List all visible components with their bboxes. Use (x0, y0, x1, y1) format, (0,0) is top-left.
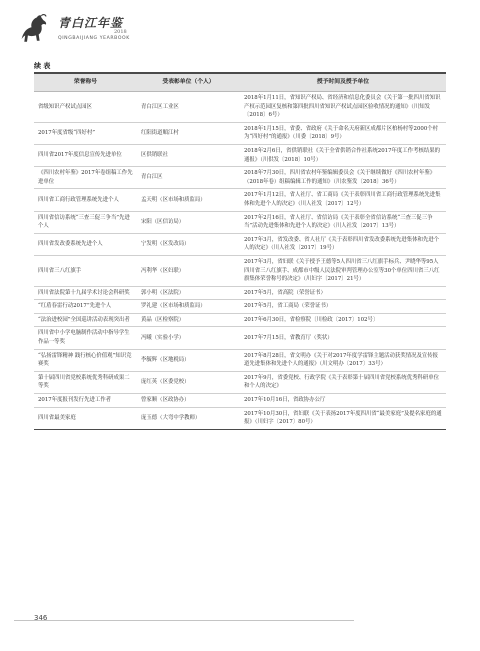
honor-title: 第十届四川省党校系统优秀科研成果二等奖 (34, 371, 137, 393)
table-row (34, 211, 446, 233)
date-grantor: 2017年3月，省发改委、省人社厅《关于表彰四川省发改委系统先进集体和先进个人的决定》（川人社发〔2017〕19号） (240, 233, 446, 255)
honor-title: 四川省2017年度信息宣传先进单位 (34, 144, 137, 166)
date-grantor: 2017年8月28日，省文明办《关于对2017年度学雷锋主题活动获奖情况及宣传报道先进集体和先进个人的通报》（川文明办〔2017〕33号） (240, 349, 446, 371)
yearbook-year: 2018 (114, 29, 127, 35)
recipient: 孟天明（区市场和质监局） (137, 189, 240, 211)
recipient: 黄晶（区检察院） (137, 313, 240, 327)
honor-title: 2017年度报刊发行先进工作者 (34, 394, 137, 408)
honor-title: 四川省工商行政管理系统先进个人 (34, 189, 137, 211)
yearbook-header (18, 8, 168, 52)
honor-title: 《四川农村年鉴》2017年卷组稿工作先进单位 (34, 167, 137, 189)
honor-title: 四川省最美家庭 (34, 407, 137, 429)
date-grantor: 2018年7月30日，四川省农村年鉴编辑委员会《关于继续做好《四川农村年鉴》（2018年卷）组稿编辑工作的通知》（川农鉴发〔2018〕36号） (240, 167, 446, 189)
recipient: 区供销联社 (137, 144, 240, 166)
recipient: 宁发明（区发改局） (137, 233, 240, 255)
footer-rule (14, 620, 354, 621)
column-header-recipient: 受表彰单位（个人） (137, 74, 240, 92)
date-grantor: 2017年7月15日，省教育厅（奖状） (240, 327, 446, 349)
date-grantor: 2017年3月，省妇联《关于授予王德等5人四川省三八红旗手标兵、尹晓华等95人四川省三八红旗手、成都市中级人民法院审判管理办公室等30个单位四川省三八红旗集体荣誉称号的决定》（川妇字〔2017〕21号） (240, 255, 446, 286)
column-header-honor: 荣誉称号 (34, 74, 137, 92)
table-row (34, 255, 446, 286)
honor-title: 2017年度省级“四好村” (34, 122, 137, 144)
page-number: 346 (34, 614, 48, 622)
column-header-date-grantor: 授予时间及授予单位 (240, 74, 446, 92)
date-grantor: 2017年5月，省工商局（荣誉证书） (240, 300, 446, 314)
recipient: 郭小明（区法院） (137, 286, 240, 300)
table-row (34, 394, 446, 408)
date-grantor: 2017年5月，省高院（荣誉证书） (240, 286, 446, 300)
recipient: 冯曦（实验小学） (137, 327, 240, 349)
recipient: 冯利华（区妇联） (137, 255, 240, 286)
recipient: 曾家顺（区政协办） (137, 394, 240, 408)
date-grantor: 2018年2月6日，省供销联社《关于全省供销合作社系统2017年度工作考核结果的通报》（川供发〔2018〕10号） (240, 144, 446, 166)
table-row (34, 167, 446, 189)
honor-title: 四川省法院第十九届学术讨论会科研奖 (34, 286, 137, 300)
honor-title: “法治进校园”全国巡讲活动表现突出者 (34, 313, 137, 327)
date-grantor: 2017年10月16日，省政协办公厅 (240, 394, 446, 408)
honors-table (34, 74, 446, 430)
honor-title: 省级知识产权试点园区 (34, 92, 137, 123)
date-grantor: 2018年1月15日，省委、省政府《关于命名天府新区成都片区柏杨村等2000个村为“四好村”的通报》（川委〔2018〕9号） (240, 122, 446, 144)
yearbook-title: 青白江年鉴 (58, 16, 124, 30)
table-row (34, 122, 446, 144)
table-row (34, 286, 446, 300)
horse-logo-icon (18, 12, 54, 48)
date-grantor: 2017年2月16日，省人社厅、省信访局《关于表彰全省信访系统“三查三促三争当”活动先进集体和先进个人的决定》（川人社发〔2017〕13号） (240, 211, 446, 233)
table-row (34, 407, 446, 429)
recipient: 青白江区工业区 (137, 92, 240, 123)
recipient: 宋阳（区信访局） (137, 211, 240, 233)
table-row (34, 349, 446, 371)
recipient: 青白江区 (137, 167, 240, 189)
date-grantor: 2017年10月30日，省妇联《关于表扬2017年度四川省“最美家庭”及提名家庭的通报》（川妇字〔2017〕80号） (240, 407, 446, 429)
honor-title: 四川省中小学电脑制作活动中指导学生作品一等奖 (34, 327, 137, 349)
date-grantor: 2018年1月11日，省知识产权局、省经济和信息化委员会《关于第一批四川省知识产权示范园区复核和第四批四川省知识产权试点园区验收情况的通知》（川知发〔2018〕6号） (240, 92, 446, 123)
table-row (34, 300, 446, 314)
table-row (34, 313, 446, 327)
honor-title: 四川省三八红旗手 (34, 255, 137, 286)
recipient: 庞玉德（大弯中学教师） (137, 407, 240, 429)
date-grantor: 2017年6月30日，省检察院〔川检政〔2017〕102号〕 (240, 313, 446, 327)
date-grantor: 2017年9月，省委党校、行政学院《关于表彰第十届四川省党校系统优秀科研单位和个人的决定》 (240, 371, 446, 393)
table-row (34, 189, 446, 211)
recipient: 红阳街道順江村 (137, 122, 240, 144)
recipient: 罗礼建（区市场和质监局） (137, 300, 240, 314)
date-grantor: 2017年1月12日，省人社厅、省工商局《关于表彰四川省工商行政管理系统先进集体和先进个人的决定》（川人社发〔2017〕12号） (240, 189, 446, 211)
recipient: 李毓辉（区地税局） (137, 349, 240, 371)
yearbook-english-title: QINGBAIJIANG YEARBOOK (58, 36, 130, 41)
recipient: 庞红英（区委党校） (137, 371, 240, 393)
table-row (34, 233, 446, 255)
honor-title: “弘扬雷锋精神 践行核心价值观”知识竞赛奖 (34, 349, 137, 371)
table-header-row (34, 74, 446, 92)
table-row (34, 92, 446, 123)
continued-label: 续 表 (34, 61, 51, 70)
honor-title: 四川省发改委系统先进个人 (34, 233, 137, 255)
table-row (34, 371, 446, 393)
table-row (34, 144, 446, 166)
table-row (34, 327, 446, 349)
honor-title: “红盾春雷行动2017”先进个人 (34, 300, 137, 314)
honor-title: 四川省信访系统“三查三促三争当”先进个人 (34, 211, 137, 233)
